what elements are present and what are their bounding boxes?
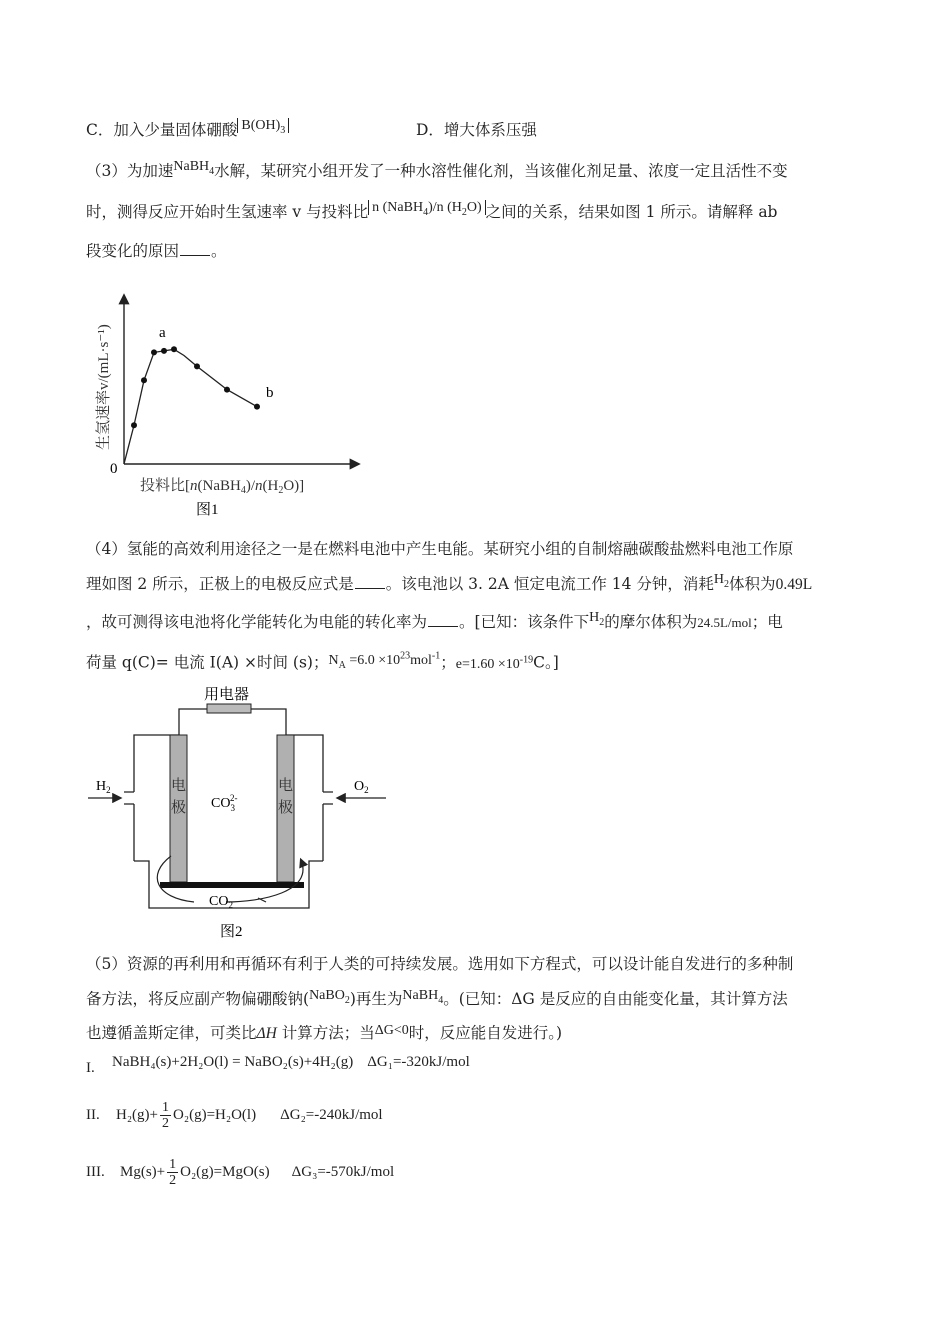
eq3-fraction xyxy=(167,1157,178,1188)
q3-ratio-b: )/n (H xyxy=(428,200,462,215)
h2-label xyxy=(96,779,111,795)
q5-line3 xyxy=(86,1022,562,1046)
data-point xyxy=(161,348,167,354)
q3-ratio-a: n (NaBH xyxy=(372,200,424,215)
h2-text: H xyxy=(96,779,107,794)
eq3-a: Mg(s)+ xyxy=(120,1163,166,1180)
carbonate-label xyxy=(211,793,237,813)
y-axis-label: 生氢速率v/(mL·s⁻¹) xyxy=(96,324,112,450)
q4-line2-a: 理如图 2 所示，正极上的电极反应式是 xyxy=(86,575,354,593)
eq2-num: 1 xyxy=(162,1100,170,1115)
q3-ratio-sub2: 2 xyxy=(461,206,467,218)
data-point xyxy=(141,377,147,383)
q4-avogadro xyxy=(328,650,441,671)
q3-nabh-text: NaBH xyxy=(173,159,210,174)
q4-line2-b: 。该电池以 3. 2A 恒定电流工作 14 分钟，消耗 xyxy=(385,575,714,593)
q4-line3-c: 的摩尔体积为 xyxy=(604,613,698,631)
h2-inlet xyxy=(124,792,134,804)
eq2-a: H₂(g)+ xyxy=(116,1106,159,1123)
co3-sub: 3 xyxy=(230,803,235,813)
q4-na-exp: 23 xyxy=(400,650,411,661)
data-point xyxy=(194,363,200,369)
eq3-num: 1 xyxy=(169,1157,177,1172)
device-label: 用电器 xyxy=(204,685,250,703)
q3-ratio xyxy=(368,200,486,218)
x-label-sub4: 4 xyxy=(240,485,246,496)
o2-inlet xyxy=(323,792,333,804)
q3-ratio-c: O) xyxy=(466,200,482,215)
q4-h2-b xyxy=(589,610,605,628)
q4-h2b-text: H xyxy=(589,610,600,625)
x-label-sub2: 2 xyxy=(278,485,284,496)
data-point xyxy=(171,346,177,352)
eq2-den: 2 xyxy=(162,1116,170,1131)
data-point xyxy=(254,404,260,410)
x-label-e: O)] xyxy=(283,478,305,494)
q5-dh: ΔH xyxy=(256,1025,277,1042)
q4-h2-sub: 2 xyxy=(724,578,730,590)
equation-3 xyxy=(86,1157,394,1188)
q3-line3-text: 段变化的原因 xyxy=(86,242,180,260)
device-resistor xyxy=(207,704,251,713)
option-c-formula-text: B(OH) xyxy=(241,118,281,133)
figure1-chart xyxy=(88,288,378,528)
option-c-formula xyxy=(237,118,289,136)
origin-label: 0 xyxy=(110,461,118,477)
x-label-a: 投料比[ xyxy=(140,478,190,494)
x-label-d: (H xyxy=(262,478,279,494)
figure2-caption: 图2 xyxy=(220,924,243,940)
point-label-b: b xyxy=(266,385,274,401)
q5-line2-c: 。(已知：ΔG 是反应的自由能变化量，其计算方法 xyxy=(443,990,788,1008)
q5-line2-b: )再生为 xyxy=(349,990,403,1008)
h2-sub: 2 xyxy=(106,785,111,795)
anode-label-1: 电 xyxy=(171,776,187,794)
x-label-n1: n xyxy=(190,478,198,494)
q3-nabh-sub: 4 xyxy=(209,165,215,177)
electrolyte-base xyxy=(160,882,304,888)
q3-text-a: （3）为加速 xyxy=(86,162,174,180)
q5-nabh-sub: 4 xyxy=(438,994,444,1006)
eq2-b: O₂(g)=H₂O(l) xyxy=(173,1106,257,1123)
equation-2 xyxy=(86,1100,383,1131)
eq3-den: 2 xyxy=(169,1173,177,1188)
anode-label-2: 极 xyxy=(171,798,187,816)
q4-na-unit-exp: -1 xyxy=(431,650,441,661)
q4-volume: 0.49L xyxy=(775,576,813,593)
q4-na-sub: A xyxy=(338,659,346,671)
eq1-dg: ΔG₁=-320kJ/mol xyxy=(367,1054,470,1070)
q4-line1: （4）氢能的高效利用途径之一是在燃料电池中产生电能。某研究小组的自制熔融碳酸盐燃料电池工作原 xyxy=(86,540,794,558)
q3-line3 xyxy=(86,240,227,262)
q4-line4-b: ； xyxy=(440,653,456,672)
co2-text: CO xyxy=(209,894,229,909)
q5-nabo-sub: 2 xyxy=(344,994,350,1006)
eq1-formula: NaBH₄(s)+2H₂O(l) = NaBO₂(s)+4H₂(g) xyxy=(112,1054,354,1070)
q5-nabh4 xyxy=(402,988,444,1006)
q4-line3-b: 。[已知：该条件下 xyxy=(459,613,590,631)
q5-nabo-text: NaBO xyxy=(309,988,345,1003)
equation-1 xyxy=(86,1054,470,1079)
data-point xyxy=(224,387,230,393)
eq3-dg: ΔG₃=-570kJ/mol xyxy=(291,1163,395,1180)
q3-line2-b: 之间的关系，结果如图 1 所示。请解释 ab xyxy=(485,203,778,221)
q3-nabh4 xyxy=(173,159,215,177)
co3-text: CO xyxy=(211,796,231,811)
q5-line2-a: 备方法，将反应副产物偏硼酸钠( xyxy=(86,990,310,1008)
eq3-label: III. xyxy=(86,1163,105,1180)
q4-line4 xyxy=(86,649,559,680)
q4-h2-text: H xyxy=(713,572,725,587)
data-point xyxy=(151,349,157,355)
answer-blank[interactable] xyxy=(180,241,210,256)
q4-h2 xyxy=(713,572,730,590)
q4-line3-a: ，故可测得该电池将化学能转化为电能的转化率为 xyxy=(86,613,428,631)
eq1-label: I. xyxy=(86,1060,95,1076)
q5-line3-a: 也遵循盖斯定律，可类比 xyxy=(86,1024,257,1042)
o2-label xyxy=(354,779,369,795)
q5-line3-c: 时，反应能自发进行。) xyxy=(408,1024,563,1042)
q5-dg: ΔG<0 xyxy=(374,1023,409,1038)
q3-ratio-sub4: 4 xyxy=(423,206,429,218)
q4-line3 xyxy=(86,611,783,640)
co2-label xyxy=(209,894,233,910)
eq3-b: O₂(g)=MgO(s) xyxy=(180,1163,270,1180)
q4-charge xyxy=(455,654,534,672)
q4-molar-volume: 24.5L/mol xyxy=(697,615,752,630)
rate-curve xyxy=(124,349,257,464)
answer-blank[interactable] xyxy=(428,612,458,627)
x-label-c: )/ xyxy=(245,478,255,494)
data-point xyxy=(131,422,137,428)
q4-h2b-sub: 2 xyxy=(599,616,605,628)
q4-e-exp: -19 xyxy=(519,654,534,665)
q3-line2 xyxy=(86,201,777,230)
answer-blank[interactable] xyxy=(355,574,385,589)
q3-line3-end: 。 xyxy=(211,242,227,260)
o2-text: O xyxy=(354,779,365,794)
q5-line2 xyxy=(86,988,788,1017)
figure2-diagram xyxy=(86,680,396,944)
cathode-label-2: 极 xyxy=(278,798,294,816)
q5-line1: （5）资源的再利用和再循环有利于人类的可持续发展。选用如下方程式，可以设计能自发进行的多种制 xyxy=(86,955,794,973)
co3-sup: 2- xyxy=(229,793,238,803)
q5-nabo2 xyxy=(309,988,350,1006)
cathode-label-1: 电 xyxy=(278,776,294,794)
q4-na: N xyxy=(328,652,339,668)
co2-sub: 2 xyxy=(228,900,233,910)
x-label-b: (NaBH xyxy=(197,478,241,494)
q5-line3-b: 计算方法；当 xyxy=(276,1024,375,1042)
q4-line3-d: ；电 xyxy=(751,613,783,631)
q4-line4-a: 荷量 q(C)= 电流 I(A) ×时间 (s)； xyxy=(86,653,329,672)
point-label-a: a xyxy=(159,325,166,341)
q3-line2-a: 时，测得反应开始时生氢速率 v 与投料比 xyxy=(86,203,369,221)
q5-nabh-text: NaBH xyxy=(402,988,439,1003)
option-c xyxy=(86,119,289,148)
option-c-formula-sub: 3 xyxy=(280,124,286,136)
q4-na-unit: mol xyxy=(410,652,432,668)
x-axis-label xyxy=(140,476,304,496)
q4-na-val: =6.0 ×10 xyxy=(345,652,401,668)
q3-text-b: 水解，某研究小组开发了一种水溶性催化剂，当该催化剂足量、浓度一定且活性不变 xyxy=(214,162,788,180)
x-label-n2: n xyxy=(255,478,263,494)
option-c-text: C．加入少量固体硼酸 xyxy=(86,121,238,139)
q4-line2-c: 体积为 xyxy=(729,575,776,593)
option-d: D．增大体系压强 xyxy=(416,121,537,139)
o2-sub: 2 xyxy=(364,785,369,795)
q3-line1 xyxy=(86,160,788,189)
eq2-label: II. xyxy=(86,1106,100,1123)
q4-line4-c: C。] xyxy=(533,653,559,672)
figure1-caption: 图1 xyxy=(196,502,219,518)
eq2-fraction xyxy=(160,1100,171,1131)
eq2-dg: ΔG₂=-240kJ/mol xyxy=(280,1106,383,1123)
q4-line2 xyxy=(86,573,812,602)
q4-e: e=1.60 ×10 xyxy=(455,656,520,672)
